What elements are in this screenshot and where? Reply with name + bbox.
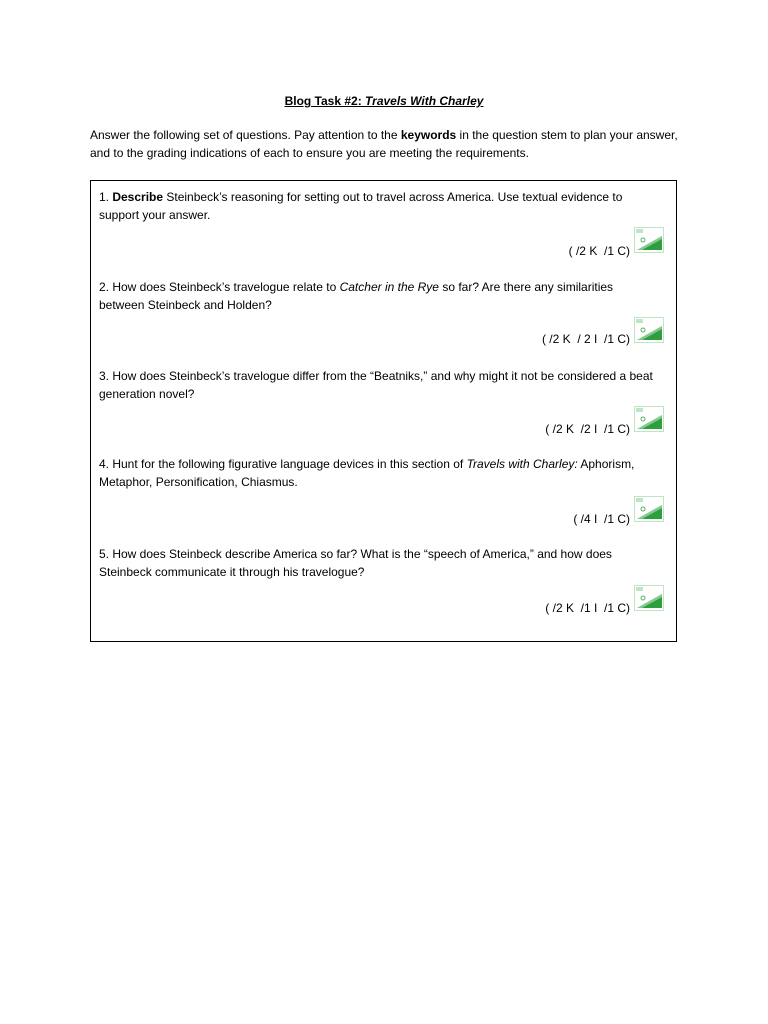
question-text: Steinbeck’s reasoning for setting out to travel across America. Use textual evidence to support your answer. [99, 190, 623, 222]
question-1 [99, 188, 659, 224]
instructions-part2: in the question stem to plan your answer, and to the grading indications of each to ensure you are meeting the requirements. [90, 128, 678, 160]
instructions [90, 126, 680, 162]
question-3 [99, 367, 659, 403]
rubric-level-icon [634, 585, 664, 611]
title-prefix: Blog Task #2: [284, 94, 366, 108]
grade-indicator-5: ( /2 K /1 I /1 C) [545, 601, 630, 615]
grade-indicator-2: ( /2 K / 2 I /1 C) [541, 332, 630, 346]
rubric-level-icon [634, 496, 664, 522]
question-keyword: Describe [112, 190, 164, 204]
title-book: Travels With Charley [365, 94, 484, 108]
question-5 [99, 545, 659, 581]
rubric-level-icon [634, 406, 664, 432]
rubric-level-icon [634, 317, 664, 343]
instructions-keyword: keywords [400, 128, 457, 142]
question-number: 1. [99, 190, 113, 204]
rubric-level-icon [634, 227, 664, 253]
question-number: 5. [99, 547, 113, 561]
question-text: Hunt for the following figurative language devices in this section of [112, 457, 467, 471]
grade-indicator-4: ( /4 I /1 C) [573, 512, 630, 526]
page-title [0, 93, 768, 110]
question-box [90, 180, 677, 642]
question-text: How does Steinbeck’s travelogue relate to [112, 280, 340, 294]
question-4 [99, 455, 659, 491]
question-text: Aphorism, Metaphor, Personification, Chiasmus. [99, 457, 635, 489]
question-number: 3. [99, 369, 113, 383]
instructions-part1: Answer the following set of questions. Pay attention to the [90, 128, 401, 142]
question-book-title: Travels with Charley: [466, 457, 578, 471]
question-text: How does Steinbeck describe America so far? What is the “speech of America,” and how does Steinbeck communicate it through his travelogue? [99, 547, 612, 579]
question-number: 2. [99, 280, 113, 294]
question-text: How does Steinbeck’s travelogue differ from the “Beatniks,” and why might it not be considered a beat generation novel? [99, 369, 653, 401]
question-text: so far? Are there any similarities between Steinbeck and Holden? [99, 280, 614, 312]
grade-indicator-1: ( /2 K /1 C) [568, 244, 630, 258]
question-book-title: Catcher in the Rye [339, 280, 439, 294]
question-number: 4. [99, 457, 113, 471]
question-2 [99, 278, 659, 314]
grade-indicator-3: ( /2 K /2 I /1 C) [545, 422, 630, 436]
